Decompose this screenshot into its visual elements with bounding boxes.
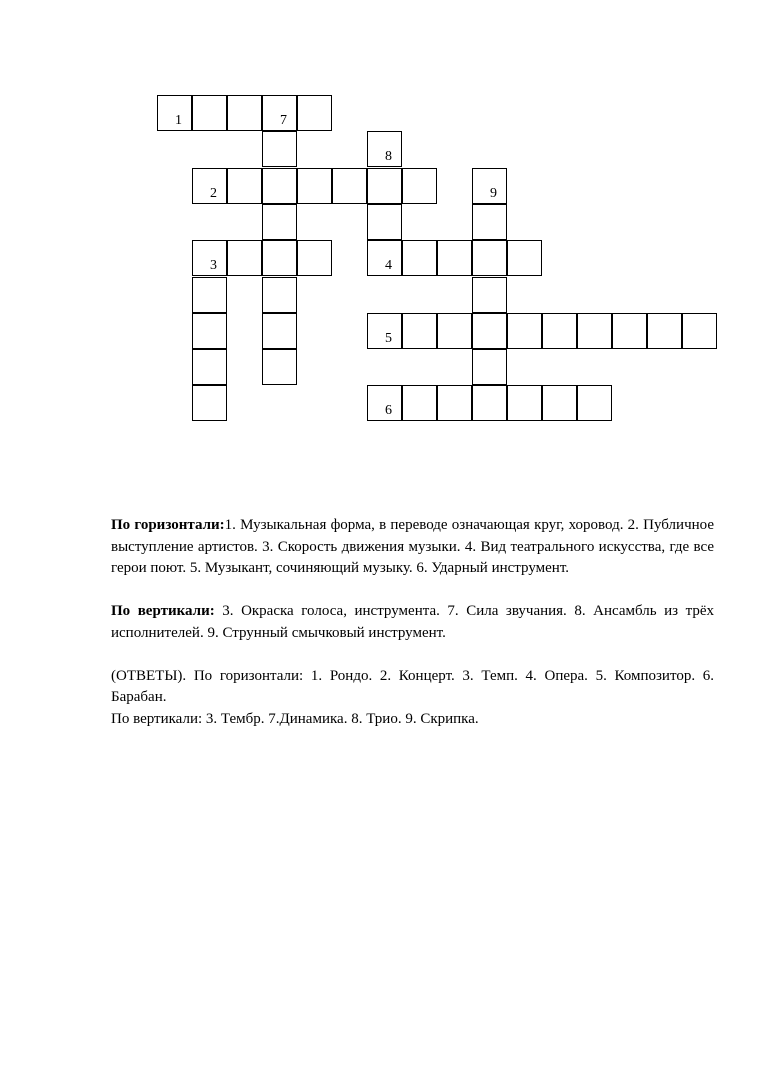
crossword-cell[interactable]	[472, 204, 507, 240]
clues-section	[111, 515, 714, 730]
crossword-cell[interactable]	[647, 313, 682, 349]
crossword-cell[interactable]	[437, 313, 472, 349]
down-heading: По вертикали:	[111, 603, 215, 619]
crossword-cell[interactable]	[612, 313, 647, 349]
crossword-cell[interactable]	[542, 313, 577, 349]
crossword-cell[interactable]	[507, 385, 542, 421]
crossword-cell[interactable]	[297, 240, 332, 276]
answers-down: По вертикали: 3. Тембр. 7.Динамика. 8. Трио. 9. Скрипка.	[111, 710, 479, 727]
clue-number: 2	[210, 185, 217, 201]
down-text: 3. Окраска голоса, инструмента. 7. Сила звучания. 8. Ансамбль из трёх исполнителей. 9. Струнный смычковый инструмент.	[111, 603, 714, 641]
crossword-cell[interactable]	[262, 313, 297, 349]
clue-number: 8	[385, 149, 392, 165]
answers-across: (ОТВЕТЫ). По горизонтали: 1. Рондо. 2. Концерт. 3. Темп. 4. Опера. 5. Композитор. 6. Барабан.	[111, 667, 714, 705]
clue-number: 5	[385, 330, 392, 346]
across-text: 1. Музыкальная форма, в переводе означающая круг, хоровод. 2. Публичное выступление артистов. 3. Скорость движения музыки. 4. Вид театрального искусства, где все герои поют. 5. Музыкант, сочиняющий музыку. 6. Ударный инструмент.	[111, 517, 714, 576]
crossword-cell[interactable]	[402, 385, 437, 421]
crossword-cell[interactable]	[367, 168, 402, 204]
crossword-cell[interactable]	[262, 349, 297, 385]
crossword-cell[interactable]	[577, 385, 612, 421]
crossword-cell[interactable]	[227, 240, 262, 276]
crossword-cell[interactable]	[192, 313, 227, 349]
crossword-cell[interactable]	[472, 313, 507, 349]
crossword-cell[interactable]	[227, 168, 262, 204]
crossword-cell[interactable]	[472, 277, 507, 313]
crossword-cell[interactable]	[437, 240, 472, 276]
crossword-cell[interactable]	[437, 385, 472, 421]
crossword-cell[interactable]	[262, 240, 297, 276]
crossword-cell[interactable]	[192, 349, 227, 385]
down-clues	[111, 601, 714, 644]
crossword-cell[interactable]	[192, 385, 227, 421]
crossword-cell[interactable]	[402, 168, 437, 204]
crossword-cell[interactable]	[192, 95, 227, 131]
clue-number: 9	[490, 185, 497, 201]
clue-number: 6	[385, 403, 392, 419]
crossword-cell[interactable]	[262, 277, 297, 313]
clue-number: 4	[385, 258, 392, 274]
crossword-cell[interactable]	[472, 385, 507, 421]
crossword-cell[interactable]	[367, 204, 402, 240]
crossword-cell[interactable]	[507, 313, 542, 349]
crossword-cell[interactable]	[262, 204, 297, 240]
clue-number: 7	[280, 113, 287, 128]
crossword-grid	[0, 0, 768, 460]
crossword-cell[interactable]	[262, 131, 297, 167]
crossword-cell[interactable]	[682, 313, 717, 349]
clue-number: 3	[210, 258, 217, 274]
crossword-cell[interactable]	[297, 95, 332, 131]
crossword-cell[interactable]	[577, 313, 612, 349]
crossword-cell[interactable]	[297, 168, 332, 204]
crossword-cell[interactable]	[472, 240, 507, 276]
crossword-cell[interactable]	[262, 168, 297, 204]
crossword-cell[interactable]	[332, 168, 367, 204]
crossword-cell[interactable]	[402, 313, 437, 349]
across-heading: По горизонтали:	[111, 517, 225, 533]
crossword-cell[interactable]	[507, 240, 542, 276]
crossword-cell[interactable]	[542, 385, 577, 421]
crossword-cell[interactable]	[192, 277, 227, 313]
clue-number: 1	[175, 113, 182, 128]
across-clues	[111, 515, 714, 580]
crossword-cell[interactable]	[472, 349, 507, 385]
crossword-cell[interactable]	[227, 95, 262, 131]
crossword-cell[interactable]	[402, 240, 437, 276]
